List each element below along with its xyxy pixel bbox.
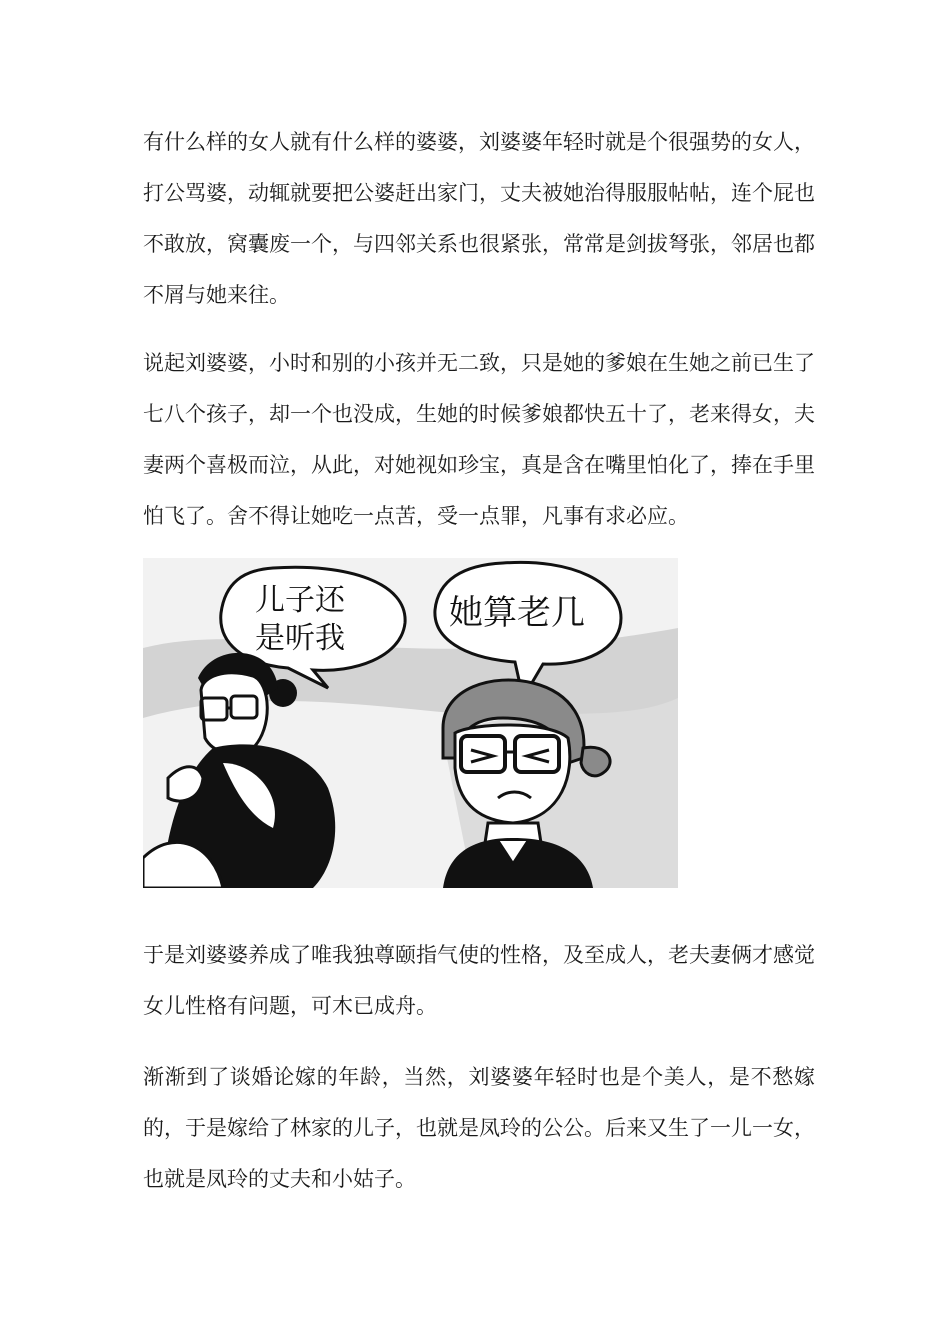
left-bubble-line1: 儿子还 [255, 583, 345, 618]
paragraph-4: 渐渐到了谈婚论嫁的年龄，当然，刘婆婆年轻时也是个美人，是不愁嫁的，于是嫁给了林家的儿子，也就是凤玲的公公。后来又生了一儿一女，也就是凤玲的丈夫和小姑子。 [143, 1065, 815, 1191]
paragraph-3: 于是刘婆婆养成了唯我独尊颐指气使的性格，及至成人，老夫妻俩才感觉女儿性格有问题，可木已成舟。 [143, 943, 815, 1018]
left-bubble-line2: 是听我 [255, 621, 345, 656]
cartoon-illustration [143, 558, 678, 888]
right-bubble-text: 她算老几 [449, 593, 585, 633]
paragraph-2: 说起刘婆婆，小时和别的小孩并无二致，只是她的爹娘在生她之前已生了七八个孩子，却一个也没成，生她的时候爹娘都快五十了，老来得女，夫妻两个喜极而泣，从此，对她视如珍宝，真是含在嘴里怕化了，捧在手里怕飞了。舍不得让她吃一点苦，受一点罪，凡事有求必应。 [143, 351, 815, 528]
paragraph-1: 有什么样的女人就有什么样的婆婆，刘婆婆年轻时就是个很强势的女人，打公骂婆，动辄就要把公婆赶出家门，丈夫被她治得服服帖帖，连个屁也不敢放，窝囊废一个，与四邻关系也很紧张，常常是剑拔弩张，邻居也都不屑与她来往。 [143, 130, 815, 307]
